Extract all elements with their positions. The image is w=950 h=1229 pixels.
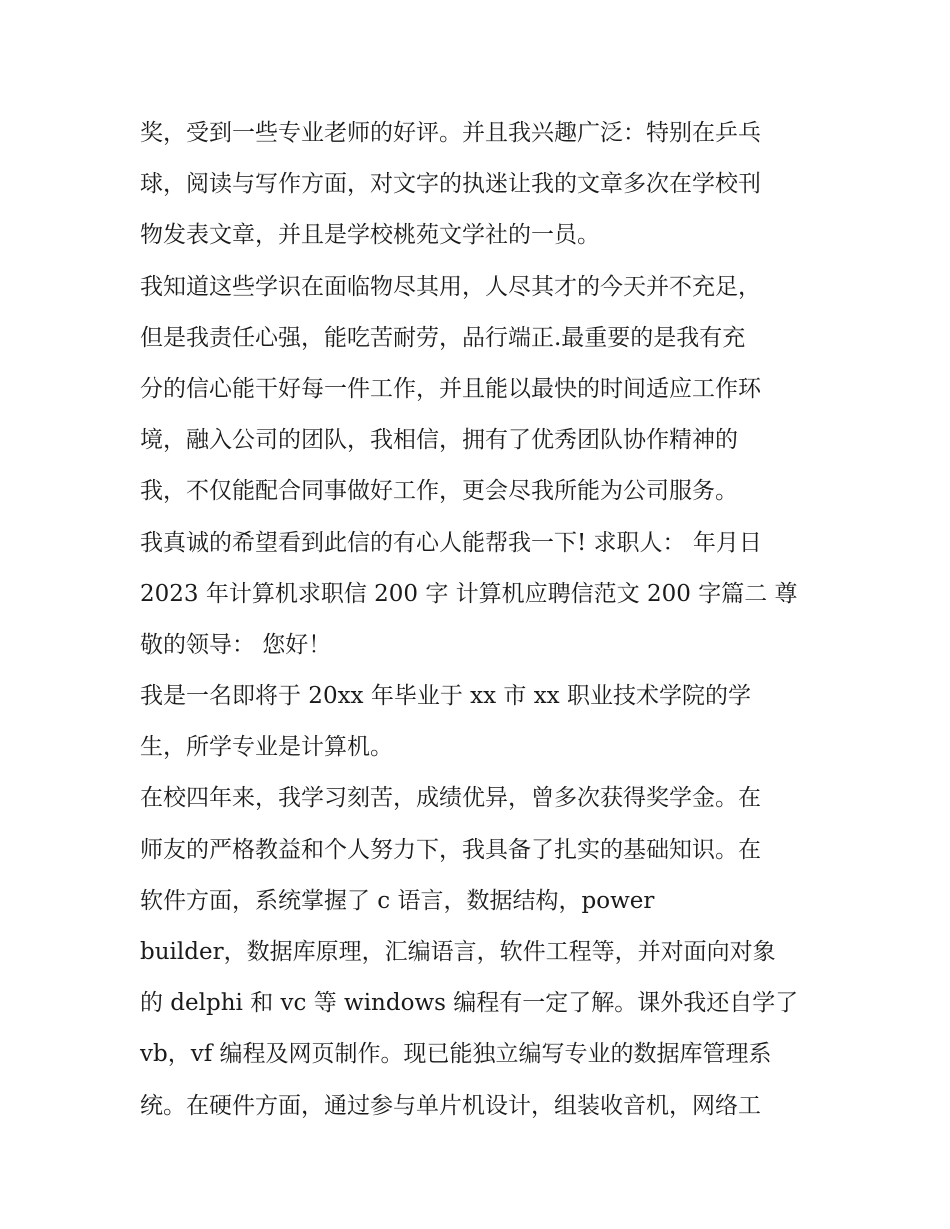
text-line: vb，vf 编程及网页制作。现已能独立编写专业的数据库管理系 [140,1041,772,1068]
text-line: 敬的领导： 您好！ [140,631,332,658]
text-line: 生，所学专业是计算机。 [140,734,393,761]
text-line: 我，不仅能配合同事做好工作，更会尽我所能为公司服务。 [140,478,738,505]
text-line: 我是一名即将于 20xx 年毕业于 xx 市 xx 职业技术学院的学 [140,683,751,710]
text-line: 的 delphi 和 vc 等 windows 编程有一定了解。课外我还自学了 [140,990,799,1017]
text-line: 2023 年计算机求职信 200 字 计算机应聘信范文 200 字篇二 尊 [140,580,798,607]
text-line: builder，数据库原理，汇编语言，软件工程等，并对面向对象 [140,939,776,965]
text-line: 物发表文章，并且是学校桃苑文学社的一员。 [140,222,600,249]
text-line: 软件方面，系统掌握了 c 语言，数据结构，power [140,887,655,914]
body-text [140,108,820,1132]
text-line: 球，阅读与写作方面，对文字的执迷让我的文章多次在学校刊 [140,171,761,198]
text-line: 但是我责任心强，能吃苦耐劳，品行端正.最重要的是我有充 [140,324,746,351]
text-line: 我真诚的希望看到此信的有心人能帮我一下! 求职人： 年月日 [140,529,762,556]
text-line: 师友的严格教益和个人努力下，我具备了扎实的基础知识。在 [140,836,761,863]
text-line: 奖，受到一些专业老师的好评。并且我兴趣广泛：特别在乒乓 [140,120,761,146]
text-line: 境，融入公司的团队，我相信，拥有了优秀团队协作精神的 [140,427,738,454]
text-line: 我知道这些学识在面临物尽其用，人尽其才的今天并不充足， [140,273,761,300]
text-line: 分的信心能干好每一件工作，并且能以最快的时间适应工作环 [140,375,761,402]
text-line: 在校四年来，我学习刻苦，成绩优异，曾多次获得奖学金。在 [140,785,761,812]
text-line: 统。在硬件方面，通过参与单片机设计，组装收音机，网络工 [140,1092,761,1119]
